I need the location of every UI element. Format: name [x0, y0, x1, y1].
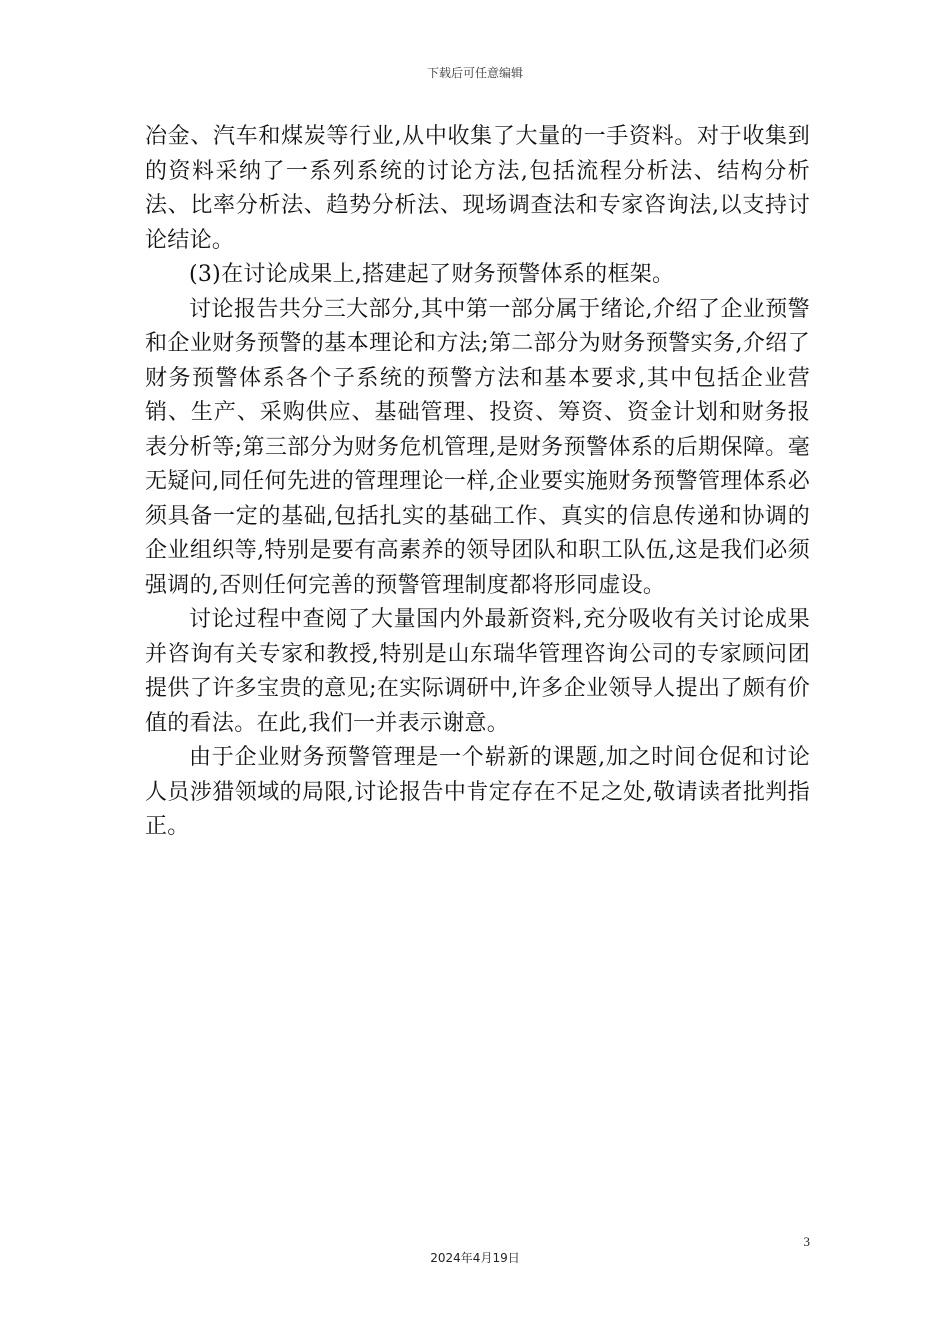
page-header: 下载后可任意编辑 — [426, 66, 523, 80]
page-number: 3 — [803, 1234, 810, 1249]
paragraph-report-structure: 讨论报告共分三大部分,其中第一部分属于绪论,介绍了企业预警和企业财务预警的基本理论和方法;第二部分为财务预警实务,介绍了财务预警体系各个子系统的预警方法和基本要求,其中包括企业营销、生产、采购供应、基础管理、投资、筹资、资金计划和财务报表分析等;第三部分为财务危机管理,是财务预警体系的后期保障。毫无疑问,同任何先进的管理理论一样,企业要实施财务预警管理体系必须具备一定的基础,包括扎实的基础工作、真实的信息传递和协调的企业组织等,特别是要有高素养的领导团队和职工队伍,这是我们必须强调的,否则任何完善的预警管理制度都将形同虚设。 — [145, 296, 810, 598]
paragraph-closing: 由于企业财务预警管理是一个崭新的课题,加之时间仓促和讨论人员涉猎领域的局限,讨论报告中肯定存在不足之处,敬请读者批判指正。 — [145, 745, 810, 839]
document-body — [145, 120, 810, 845]
paragraph-acknowledgements: 讨论过程中查阅了大量国内外最新资料,充分吸收有关讨论成果并咨询有关专家和教授,特别是山东瑞华管理咨询公司的专家顾问团提供了许多宝贵的意见;在实际调研中,许多企业领导人提出了颇有价值的看法。在此,我们一并表示谢意。 — [145, 607, 810, 736]
paragraph-research-result: (3)在讨论成果上,搭建起了财务预警体系的框架。 — [189, 262, 675, 287]
footer-date: 2024年4月19日 — [430, 1251, 520, 1265]
paragraph-continuation: 冶金、汽车和煤炭等行业,从中收集了大量的一手资料。对于收集到的资料采纳了一系列系统的讨论方法,包括流程分析法、结构分析法、比率分析法、趋势分析法、现场调查法和专家咨询法,以支持讨论结论。 — [145, 124, 810, 253]
